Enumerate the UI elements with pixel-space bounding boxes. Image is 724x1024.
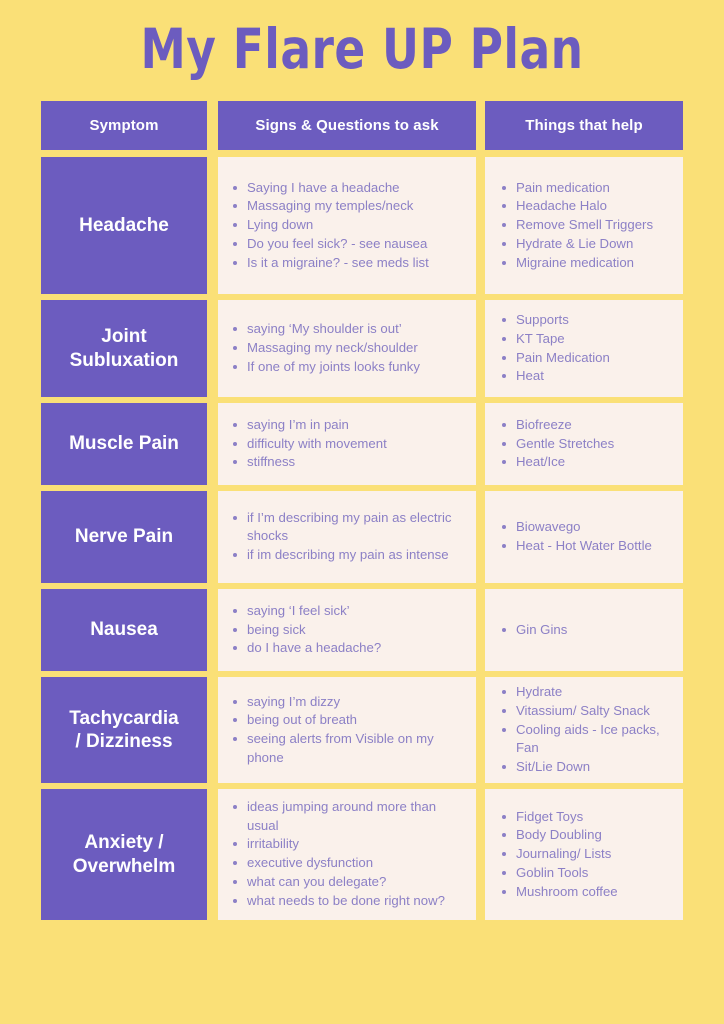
signs-questions-cell <box>218 300 476 397</box>
symptom-plan-table <box>41 101 683 926</box>
column-gap <box>476 589 485 671</box>
list-item: Is it a migraine? - see meds list <box>246 254 466 272</box>
symptom-label-cell <box>41 589 207 671</box>
symptom-label-cell <box>41 789 207 920</box>
list-item: saying ‘My shoulder is out’ <box>246 320 466 338</box>
column-gap <box>207 101 218 150</box>
helps-list <box>485 808 683 902</box>
list-item: Journaling/ Lists <box>515 845 675 863</box>
list-item: Supports <box>515 311 675 329</box>
column-gap <box>207 300 218 397</box>
signs-list <box>218 320 476 376</box>
signs-list <box>218 179 476 273</box>
symptom-label-line: Subluxation <box>69 349 179 371</box>
list-item: saying ‘I feel sick’ <box>246 602 466 620</box>
signs-list <box>218 509 476 565</box>
list-item: Goblin Tools <box>515 864 675 882</box>
list-item: if im describing my pain as intense <box>246 546 466 564</box>
list-item: Heat <box>515 367 675 385</box>
signs-list <box>218 693 476 768</box>
list-item: Sit/Lie Down <box>515 758 675 776</box>
helps-list <box>485 416 683 472</box>
page-title: My Flare UP Plan <box>140 17 584 81</box>
list-item: Remove Smell Triggers <box>515 216 675 234</box>
signs-questions-cell <box>218 677 476 783</box>
list-item: Saying I have a headache <box>246 179 466 197</box>
list-item: ideas jumping around more than usual <box>246 798 466 835</box>
list-item: Cooling aids - Ice packs, Fan <box>515 721 675 758</box>
helps-list <box>485 179 683 273</box>
list-item: Biofreeze <box>515 416 675 434</box>
table-row <box>41 403 683 485</box>
symptom-label-line: Nausea <box>90 619 158 641</box>
list-item: stiffness <box>246 453 466 471</box>
symptom-label-line: Tachycardia <box>69 707 179 729</box>
things-that-help-cell <box>485 677 683 783</box>
signs-list <box>218 602 476 658</box>
list-item: being sick <box>246 621 466 639</box>
column-gap <box>207 491 218 583</box>
symptom-label-line: Overwhelm <box>72 855 176 877</box>
list-item: If one of my joints looks funky <box>246 358 466 376</box>
list-item: saying I’m dizzy <box>246 693 466 711</box>
header-cell-helps: Things that help <box>485 101 683 150</box>
symptom-label <box>73 831 175 877</box>
table-row <box>41 491 683 583</box>
column-gap <box>207 677 218 783</box>
symptom-label-cell <box>41 403 207 485</box>
symptom-label-line: Anxiety / <box>84 832 164 854</box>
signs-questions-cell <box>218 491 476 583</box>
table-row <box>41 157 683 294</box>
symptom-label <box>90 618 158 641</box>
list-item: Do you feel sick? - see nausea <box>246 235 466 253</box>
list-item: what needs to be done right now? <box>246 892 466 910</box>
column-gap <box>476 491 485 583</box>
list-item: difficulty with movement <box>246 435 466 453</box>
helps-list <box>485 518 683 556</box>
symptom-label-cell <box>41 491 207 583</box>
signs-questions-cell <box>218 789 476 920</box>
list-item: Hydrate <box>515 683 675 701</box>
table-row <box>41 789 683 920</box>
symptom-label-cell <box>41 157 207 294</box>
column-gap <box>476 157 485 294</box>
symptom-label <box>79 214 169 237</box>
list-item: executive dysfunction <box>246 854 466 872</box>
column-gap <box>476 789 485 920</box>
helps-list <box>485 311 683 386</box>
symptom-label <box>69 432 179 455</box>
helps-list <box>485 683 683 776</box>
list-item: Migraine medication <box>515 254 675 272</box>
symptom-label-line: Nerve Pain <box>74 526 174 548</box>
symptom-label <box>69 707 178 753</box>
list-item: Mushroom coffee <box>515 883 675 901</box>
signs-list <box>218 798 476 910</box>
things-that-help-cell <box>485 789 683 920</box>
list-item: Heat - Hot Water Bottle <box>515 537 675 555</box>
list-item: Pain Medication <box>515 349 675 367</box>
list-item: being out of breath <box>246 711 466 729</box>
list-item: Fidget Toys <box>515 808 675 826</box>
symptom-label-line: Muscle Pain <box>69 433 179 455</box>
symptom-label-line: / Dizziness <box>75 731 173 752</box>
symptom-label-cell <box>41 300 207 397</box>
list-item: Pain medication <box>515 179 675 197</box>
header-cell-signs: Signs & Questions to ask <box>218 101 476 150</box>
column-gap <box>207 589 218 671</box>
list-item: Biowavego <box>515 518 675 536</box>
symptom-label-cell <box>41 677 207 783</box>
list-item: Massaging my neck/shoulder <box>246 339 466 357</box>
symptom-label-line: Joint <box>101 326 147 348</box>
column-gap <box>476 403 485 485</box>
things-that-help-cell <box>485 491 683 583</box>
column-gap <box>476 101 485 150</box>
symptom-label <box>75 525 173 548</box>
signs-list <box>218 416 476 472</box>
list-item: seeing alerts from Visible on my phone <box>246 730 466 767</box>
header-cell-symptom: Symptom <box>41 101 207 150</box>
list-item: if I’m describing my pain as electric shocks <box>246 509 466 546</box>
list-item: saying I’m in pain <box>246 416 466 434</box>
things-that-help-cell <box>485 589 683 671</box>
table-header-row <box>41 101 683 150</box>
list-item: Massaging my temples/neck <box>246 197 466 215</box>
table-row <box>41 300 683 397</box>
table-row <box>41 677 683 783</box>
list-item: Heat/Ice <box>515 453 675 471</box>
list-item: Gentle Stretches <box>515 435 675 453</box>
list-item: Lying down <box>246 216 466 234</box>
helps-list <box>485 621 683 640</box>
table-body <box>41 157 683 920</box>
column-gap <box>476 677 485 783</box>
column-gap <box>207 403 218 485</box>
list-item: KT Tape <box>515 330 675 348</box>
column-gap <box>207 789 218 920</box>
list-item: Hydrate & Lie Down <box>515 235 675 253</box>
column-gap <box>476 300 485 397</box>
table-row <box>41 589 683 671</box>
symptom-label-line: Headache <box>79 214 169 236</box>
list-item: do I have a headache? <box>246 639 466 657</box>
signs-questions-cell <box>218 157 476 294</box>
things-that-help-cell <box>485 403 683 485</box>
list-item: Body Doubling <box>515 826 675 844</box>
list-item: irritability <box>246 835 466 853</box>
list-item: Headache Halo <box>515 197 675 215</box>
column-gap <box>207 157 218 294</box>
things-that-help-cell <box>485 300 683 397</box>
things-that-help-cell <box>485 157 683 294</box>
list-item: Gin Gins <box>515 621 675 639</box>
symptom-label <box>70 325 179 371</box>
list-item: Vitassium/ Salty Snack <box>515 702 675 720</box>
list-item: what can you delegate? <box>246 873 466 891</box>
signs-questions-cell <box>218 403 476 485</box>
signs-questions-cell <box>218 589 476 671</box>
